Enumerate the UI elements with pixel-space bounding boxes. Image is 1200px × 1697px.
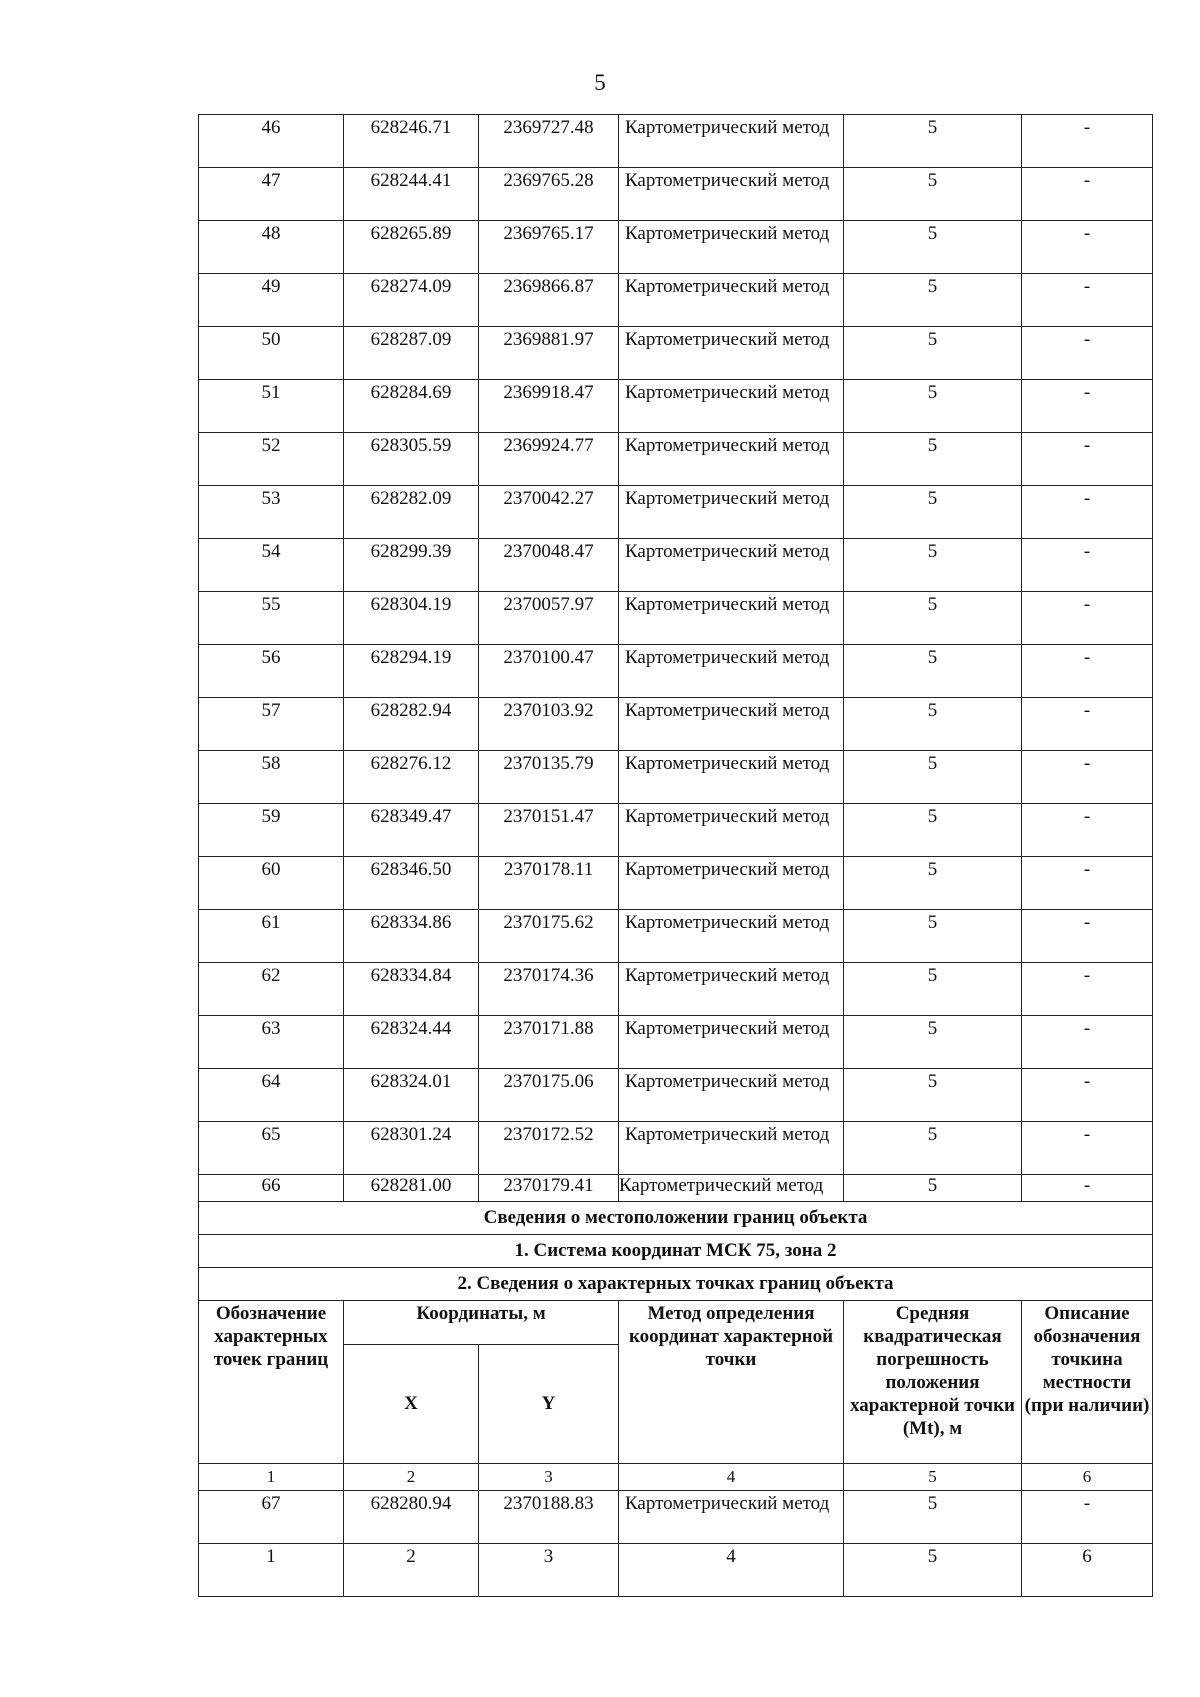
header-description: Описание обозначения точкина местности (при наличии)	[1022, 1301, 1153, 1464]
coord-x: 628304.19	[344, 592, 479, 645]
method: Картометрический метод	[619, 168, 844, 221]
accuracy: 5	[844, 857, 1022, 910]
coord-x: 628324.44	[344, 1016, 479, 1069]
method: Картометрический метод	[619, 1069, 844, 1122]
header-accuracy: Средняя квадратическая погрешность положения характерной точки (Mt), м	[844, 1301, 1022, 1464]
accuracy: 5	[844, 804, 1022, 857]
point-number: 51	[199, 380, 344, 433]
coord-x: 628334.84	[344, 963, 479, 1016]
point-number: 60	[199, 857, 344, 910]
column-number: 1	[199, 1464, 344, 1491]
description: -	[1022, 1069, 1153, 1122]
coord-x: 628294.19	[344, 645, 479, 698]
column-numbers-row	[199, 1464, 1153, 1491]
table-row	[199, 645, 1153, 698]
accuracy: 5	[844, 751, 1022, 804]
method: Картометрический метод	[619, 804, 844, 857]
point-number: 49	[199, 274, 344, 327]
coord-x: 628282.09	[344, 486, 479, 539]
method: Картометрический метод	[619, 486, 844, 539]
table-row	[199, 1122, 1153, 1175]
point-number: 67	[199, 1491, 344, 1544]
coord-x: 628287.09	[344, 327, 479, 380]
coord-y: 2369918.47	[479, 380, 619, 433]
accuracy: 5	[844, 1175, 1022, 1202]
coord-x: 628346.50	[344, 857, 479, 910]
header-coordinates: Координаты, м	[344, 1301, 619, 1345]
description: -	[1022, 486, 1153, 539]
header-x: X	[344, 1345, 479, 1464]
coord-y: 2370175.06	[479, 1069, 619, 1122]
point-number: 48	[199, 221, 344, 274]
coord-y: 2370057.97	[479, 592, 619, 645]
point-number: 47	[199, 168, 344, 221]
description: -	[1022, 1491, 1153, 1544]
method: Картометрический метод	[619, 115, 844, 168]
description: -	[1022, 1016, 1153, 1069]
description: -	[1022, 963, 1153, 1016]
method: Картометрический метод	[619, 751, 844, 804]
table-row	[199, 1491, 1153, 1544]
method: Картометрический метод	[619, 857, 844, 910]
method: Картометрический метод	[619, 592, 844, 645]
method: Картометрический метод	[619, 963, 844, 1016]
column-number: 2	[344, 1464, 479, 1491]
coord-x: 628324.01	[344, 1069, 479, 1122]
description: -	[1022, 221, 1153, 274]
point-number: 61	[199, 910, 344, 963]
description: -	[1022, 168, 1153, 221]
coord-x: 628276.12	[344, 751, 479, 804]
method: Картометрический метод	[619, 539, 844, 592]
coord-system-title: 1. Система координат МСК 75, зона 2	[199, 1235, 1153, 1268]
table-row	[199, 539, 1153, 592]
points-title: 2. Сведения о характерных точках границ объекта	[199, 1268, 1153, 1301]
accuracy: 5	[844, 1016, 1022, 1069]
method: Картометрический метод	[619, 327, 844, 380]
column-number: 6	[1022, 1464, 1153, 1491]
point-number: 50	[199, 327, 344, 380]
table-row	[199, 433, 1153, 486]
coord-x: 628246.71	[344, 115, 479, 168]
point-number: 55	[199, 592, 344, 645]
point-number: 62	[199, 963, 344, 1016]
table-row	[199, 804, 1153, 857]
method: Картометрический метод	[619, 1491, 844, 1544]
description: -	[1022, 1122, 1153, 1175]
coord-y: 2370188.83	[479, 1491, 619, 1544]
description: -	[1022, 1175, 1153, 1202]
coord-y: 2370175.62	[479, 910, 619, 963]
description: -	[1022, 380, 1153, 433]
column-number: 5	[844, 1464, 1022, 1491]
table-row	[199, 115, 1153, 168]
point-number: 63	[199, 1016, 344, 1069]
description: -	[1022, 115, 1153, 168]
coordinates-table	[198, 114, 1153, 1597]
coord-x: 628349.47	[344, 804, 479, 857]
header-method: Метод определения координат характерной точки	[619, 1301, 844, 1464]
coord-y: 2369765.28	[479, 168, 619, 221]
table-row	[199, 1175, 1153, 1202]
coord-y: 2369866.87	[479, 274, 619, 327]
accuracy: 5	[844, 115, 1022, 168]
coord-y: 2370178.11	[479, 857, 619, 910]
coord-x: 628280.94	[344, 1491, 479, 1544]
footer-numbers-row	[199, 1544, 1153, 1597]
accuracy: 5	[844, 910, 1022, 963]
accuracy: 5	[844, 698, 1022, 751]
point-number: 65	[199, 1122, 344, 1175]
description: -	[1022, 804, 1153, 857]
coord-y: 2370171.88	[479, 1016, 619, 1069]
coord-y: 2369727.48	[479, 115, 619, 168]
method: Картометрический метод	[619, 433, 844, 486]
coord-x: 628284.69	[344, 380, 479, 433]
table-row	[199, 168, 1153, 221]
accuracy: 5	[844, 539, 1022, 592]
accuracy: 5	[844, 963, 1022, 1016]
description: -	[1022, 433, 1153, 486]
method: Картометрический метод	[619, 1122, 844, 1175]
coord-x: 628244.41	[344, 168, 479, 221]
description: -	[1022, 645, 1153, 698]
footer-number: 1	[199, 1544, 344, 1597]
table-row	[199, 751, 1153, 804]
method: Картометрический метод	[619, 221, 844, 274]
coord-x: 628299.39	[344, 539, 479, 592]
description: -	[1022, 910, 1153, 963]
coord-y: 2370172.52	[479, 1122, 619, 1175]
method: Картометрический метод	[619, 274, 844, 327]
footer-number: 4	[619, 1544, 844, 1597]
footer-number: 3	[479, 1544, 619, 1597]
table-row	[199, 1016, 1153, 1069]
description: -	[1022, 539, 1153, 592]
method: Картометрический метод	[619, 1016, 844, 1069]
table-row	[199, 1069, 1153, 1122]
table-row	[199, 857, 1153, 910]
description: -	[1022, 751, 1153, 804]
accuracy: 5	[844, 433, 1022, 486]
table-row	[199, 698, 1153, 751]
point-number: 64	[199, 1069, 344, 1122]
page-number: 5	[594, 70, 606, 95]
description: -	[1022, 857, 1153, 910]
table-row	[199, 380, 1153, 433]
point-number: 53	[199, 486, 344, 539]
method: Картометрический метод	[619, 645, 844, 698]
point-number: 52	[199, 433, 344, 486]
point-number: 57	[199, 698, 344, 751]
coord-y: 2370048.47	[479, 539, 619, 592]
description: -	[1022, 274, 1153, 327]
section-title: Сведения о местоположении границ объекта	[199, 1202, 1153, 1235]
footer-number: 2	[344, 1544, 479, 1597]
coord-y: 2369765.17	[479, 221, 619, 274]
description: -	[1022, 592, 1153, 645]
point-number: 66	[199, 1175, 344, 1202]
accuracy: 5	[844, 1122, 1022, 1175]
coord-x: 628282.94	[344, 698, 479, 751]
header-y: Y	[479, 1345, 619, 1464]
accuracy: 5	[844, 1069, 1022, 1122]
description: -	[1022, 698, 1153, 751]
table-row	[199, 963, 1153, 1016]
coord-y: 2370174.36	[479, 963, 619, 1016]
coord-y: 2370042.27	[479, 486, 619, 539]
accuracy: 5	[844, 645, 1022, 698]
column-number: 3	[479, 1464, 619, 1491]
coord-y: 2370151.47	[479, 804, 619, 857]
description: -	[1022, 327, 1153, 380]
method: Картометрический метод	[619, 1175, 844, 1202]
accuracy: 5	[844, 168, 1022, 221]
coord-x: 628301.24	[344, 1122, 479, 1175]
column-number: 4	[619, 1464, 844, 1491]
accuracy: 5	[844, 221, 1022, 274]
coord-y: 2369924.77	[479, 433, 619, 486]
point-number: 54	[199, 539, 344, 592]
coord-y: 2370103.92	[479, 698, 619, 751]
point-number: 56	[199, 645, 344, 698]
method: Картометрический метод	[619, 698, 844, 751]
accuracy: 5	[844, 327, 1022, 380]
coord-y: 2370179.41	[479, 1175, 619, 1202]
top-rows-body	[199, 115, 1153, 1175]
coord-y: 2369881.97	[479, 327, 619, 380]
method: Картометрический метод	[619, 910, 844, 963]
table-row	[199, 486, 1153, 539]
header-designation: Обозначение характерных точек границ	[199, 1301, 344, 1464]
table-row	[199, 592, 1153, 645]
coord-y: 2370100.47	[479, 645, 619, 698]
coord-x: 628334.86	[344, 910, 479, 963]
footer-number: 5	[844, 1544, 1022, 1597]
table-row	[199, 327, 1153, 380]
table-row	[199, 910, 1153, 963]
method: Картометрический метод	[619, 380, 844, 433]
coord-x: 628265.89	[344, 221, 479, 274]
table-row	[199, 274, 1153, 327]
table-row	[199, 221, 1153, 274]
accuracy: 5	[844, 1491, 1022, 1544]
coord-x: 628274.09	[344, 274, 479, 327]
coord-x: 628305.59	[344, 433, 479, 486]
accuracy: 5	[844, 274, 1022, 327]
coord-x: 628281.00	[344, 1175, 479, 1202]
accuracy: 5	[844, 486, 1022, 539]
point-number: 58	[199, 751, 344, 804]
point-number: 46	[199, 115, 344, 168]
footer-number: 6	[1022, 1544, 1153, 1597]
coord-y: 2370135.79	[479, 751, 619, 804]
point-number: 59	[199, 804, 344, 857]
accuracy: 5	[844, 592, 1022, 645]
accuracy: 5	[844, 380, 1022, 433]
